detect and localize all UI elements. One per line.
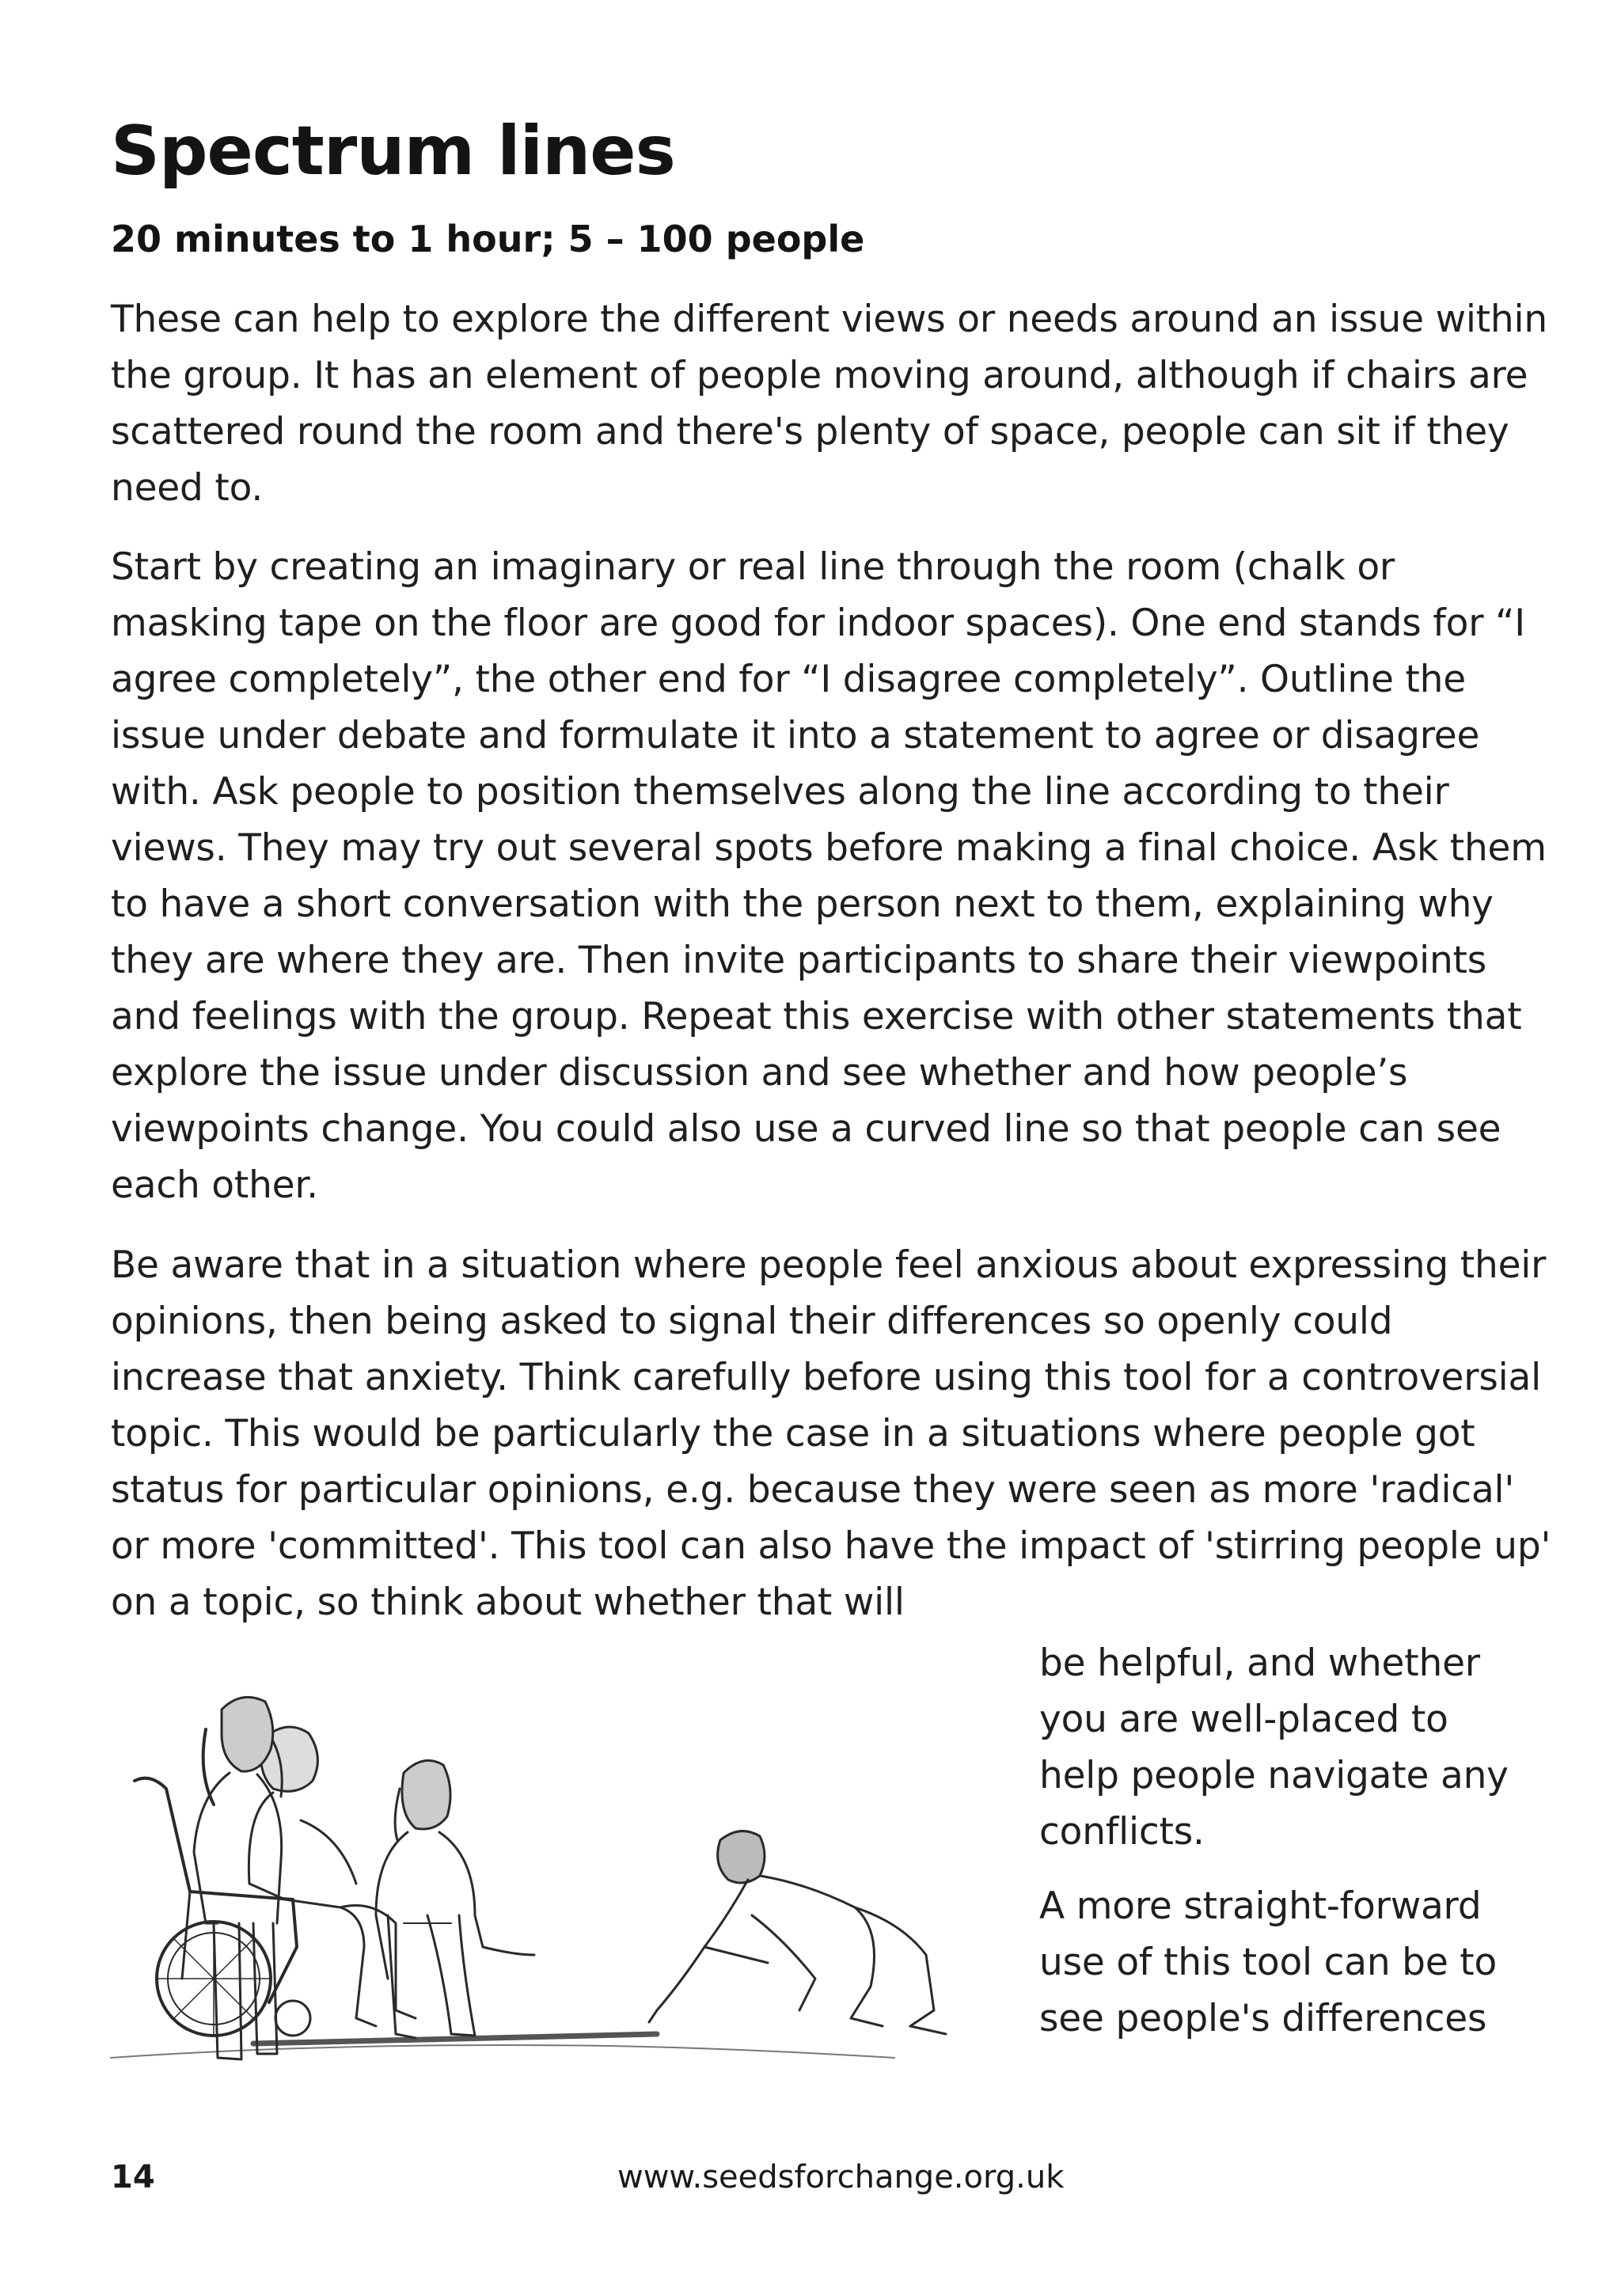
page-title: Spectrum lines bbox=[111, 112, 675, 191]
text-line: you are well-placed to bbox=[1039, 1698, 1448, 1741]
session-info: 20 minutes to 1 hour; 5 – 100 people bbox=[111, 218, 865, 260]
standing-person-middle bbox=[376, 1760, 534, 2038]
text-line: see people's differences bbox=[1039, 1997, 1487, 2040]
paragraph-intro: These can help to explore the different views or needs around an issue within the group. It has an element of people moving around, although if chairs are scattered round the room and there's plenty of space, people can sit if they need to. bbox=[111, 298, 1547, 510]
text-line: A more straight-forward bbox=[1039, 1884, 1482, 1928]
text-line: help people navigate any bbox=[1039, 1754, 1509, 1797]
page-number: 14 bbox=[111, 2159, 155, 2195]
text-line: conflicts. bbox=[1039, 1810, 1205, 1854]
website-url: www.seedsforchange.org.uk bbox=[617, 2159, 1065, 2195]
text-line: use of this tool can be to bbox=[1039, 1941, 1498, 1984]
paragraph-instructions: Start by creating an imaginary or real line through the room (chalk or masking tape on the floor are good for indoor spaces). One end stands for “I agree completely”, the other end for “I disagree completely”. Outline the issue under debate and formulate it into a statement to agree or disagree with. Ask people to position themselves along the line according to their views. They may try out several spots before making a final choice. Ask them to have a short conversation with the person next to them, explaining why they are where they are. Then invite participants to share their viewpoints and feelings with the group. Repeat this exercise with other statements that explore the issue under discussion and see whether and how people’s viewpoints change. You could also use a curved line so that people can see each other. bbox=[111, 545, 1547, 1207]
spectrum-line-illustration bbox=[103, 1686, 981, 2113]
paragraph-alternative-use bbox=[1039, 1878, 1577, 2047]
paragraph-caution: Be aware that in a situation where people feel anxious about expressing their opinions, then being asked to signal their differences so openly could increase that anxiety. Think carefully before using this tool for a controversial topic. This would be particularly the case in a situations where people got status for particular opinions, e.g. because they were seen as more 'radical' or more 'committed'. This tool can also have the impact of 'stirring people up' on a topic, so think about whether that will bbox=[111, 1243, 1551, 1624]
crouching-person bbox=[649, 1831, 946, 2034]
text-line: be helpful, and whether bbox=[1039, 1641, 1480, 1685]
standing-person-left bbox=[194, 1697, 282, 2059]
paragraph-caution-continued bbox=[1039, 1635, 1577, 1860]
